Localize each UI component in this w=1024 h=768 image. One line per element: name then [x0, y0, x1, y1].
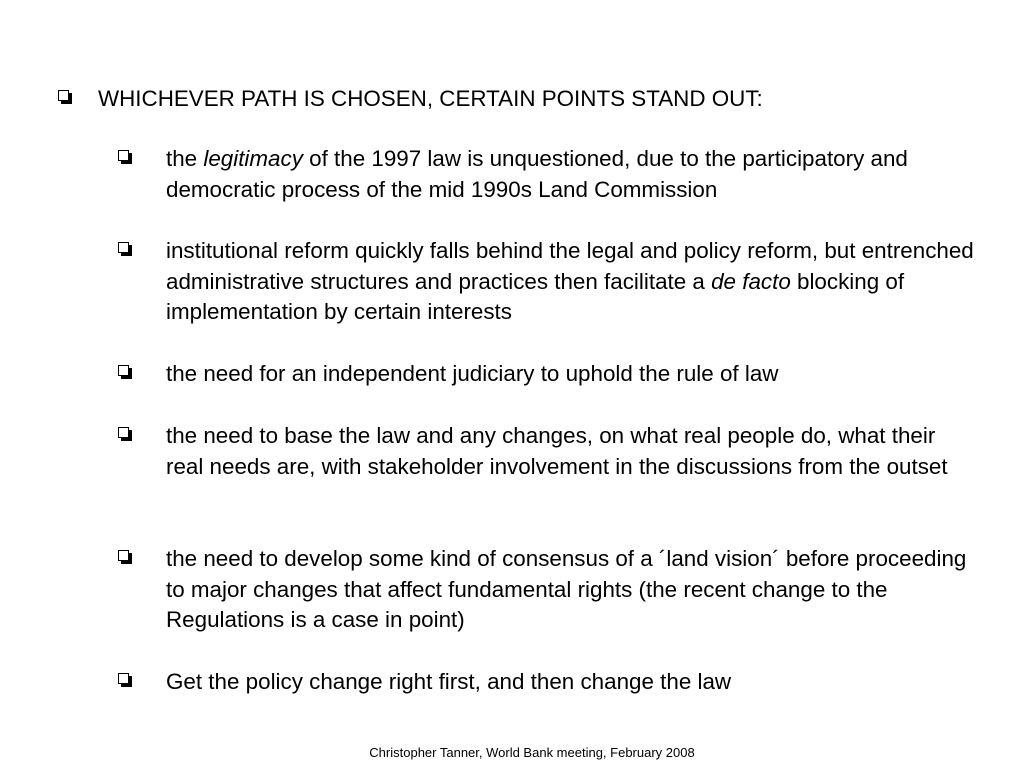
point-text-part: institutional reform quickly falls behind the legal and policy reform, but entrenched administrative structures and practices then facilitate a	[166, 238, 974, 294]
hollow-square-bullet-icon	[118, 427, 132, 441]
point-item-real-people	[118, 421, 978, 482]
hollow-square-bullet-icon	[58, 90, 72, 104]
hollow-square-bullet-icon	[118, 365, 132, 379]
hollow-square-bullet-icon	[118, 242, 132, 256]
point-text-emphasis: legitimacy	[203, 146, 303, 171]
slide-footer: Christopher Tanner, World Bank meeting, February 2008	[369, 745, 695, 760]
point-item-policy-first	[118, 667, 978, 698]
point-text	[166, 144, 978, 205]
point-text-part: of the 1997 law is unquestioned, due to the participatory and democratic process of the mid 1990s Land Commission	[166, 146, 908, 202]
heading-text: WHICHEVER PATH IS CHOSEN, CERTAIN POINTS STAND OUT:	[98, 86, 763, 111]
heading-item	[58, 84, 763, 115]
point-text: Get the policy change right first, and then change the law	[166, 669, 732, 694]
point-item-judiciary	[118, 359, 978, 390]
point-text: the need to base the law and any changes, on what real people do, what their real needs are, with stakeholder involvement in the discussions from the outset	[166, 423, 948, 479]
point-text	[166, 236, 978, 328]
hollow-square-bullet-icon	[118, 673, 132, 687]
hollow-square-bullet-icon	[118, 150, 132, 164]
point-text-emphasis: de facto	[711, 268, 791, 294]
point-text: the need to develop some kind of consensus of a ´land vision´ before proceeding to major changes that affect fundamental rights (the recent change to the Regulations is a case in point)	[166, 546, 967, 632]
point-item-institutional-reform	[118, 236, 978, 328]
point-item-legitimacy	[118, 144, 978, 205]
hollow-square-bullet-icon	[118, 550, 132, 564]
point-item-land-vision	[118, 544, 978, 636]
point-text-part: blocking of implementation by certain interests	[166, 268, 905, 324]
point-text-part: the	[166, 146, 204, 171]
point-text: the need for an independent judiciary to uphold the rule of law	[166, 361, 779, 386]
